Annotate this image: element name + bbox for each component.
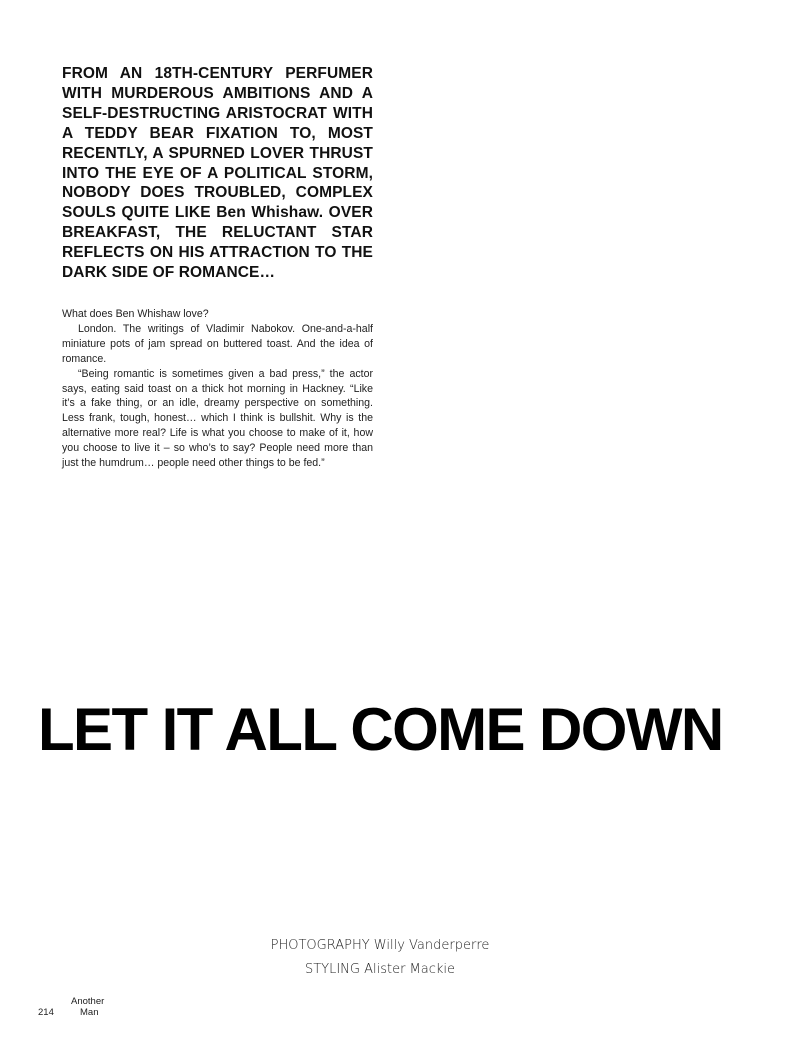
standfirst: [62, 64, 373, 283]
article-body: [62, 307, 373, 471]
magazine-name-line-1: Another: [71, 996, 105, 1007]
body-paragraph-2: “Being romantic is sometimes given a bad press,” the actor says, eating said toast on a thick hot morning in Hackney. “Like it’s a fake thing, or an idle, dreamy perspective on something. Less frank, tough, honest… which I think is bullshit. Why is the alternative more real? Life is what you choose to make of it, how you choose to live it – so who’s to say? People need more than just the humdrum… people need other things to be fed.”: [62, 367, 373, 470]
folio: [38, 996, 128, 1026]
body-question: What does Ben Whishaw love?: [62, 308, 209, 320]
standfirst-lead: FROM AN 18TH-CENTURY PERFUMER WITH MURDEROUS AMBITIONS AND A SELF-DESTRUCTING ARISTOCRAT WITH A TEDDY BEAR FIXATION TO, MOST RECENTLY, A SPURNED LOVER THRUST INTO THE EYE OF A POLITICAL STORM, NOBODY DOES TROUBLED, COMPLEX SOULS QUITE LIKE: [62, 65, 373, 222]
standfirst-subject-name: Ben Whishaw: [216, 204, 319, 222]
standfirst-tail: . OVER BREAKFAST, THE RELUCTANT STAR REFLECTS ON HIS ATTRACTION TO THE DARK SIDE OF ROMANCE…: [62, 204, 374, 282]
credits: [240, 934, 520, 982]
photography-credit: PHOTOGRAPHY Willy Vanderperre: [270, 938, 490, 953]
article-headline: LET IT ALL COME DOWN: [38, 696, 723, 763]
page-number: 214: [38, 1007, 54, 1018]
magazine-name-line-2: Man: [80, 1007, 99, 1018]
body-paragraph-1: London. The writings of Vladimir Nabokov. One-and-a-half miniature pots of jam spread on buttered toast. And the idea of romance.: [62, 322, 373, 365]
styling-credit: STYLING Alister Mackie: [304, 962, 456, 977]
